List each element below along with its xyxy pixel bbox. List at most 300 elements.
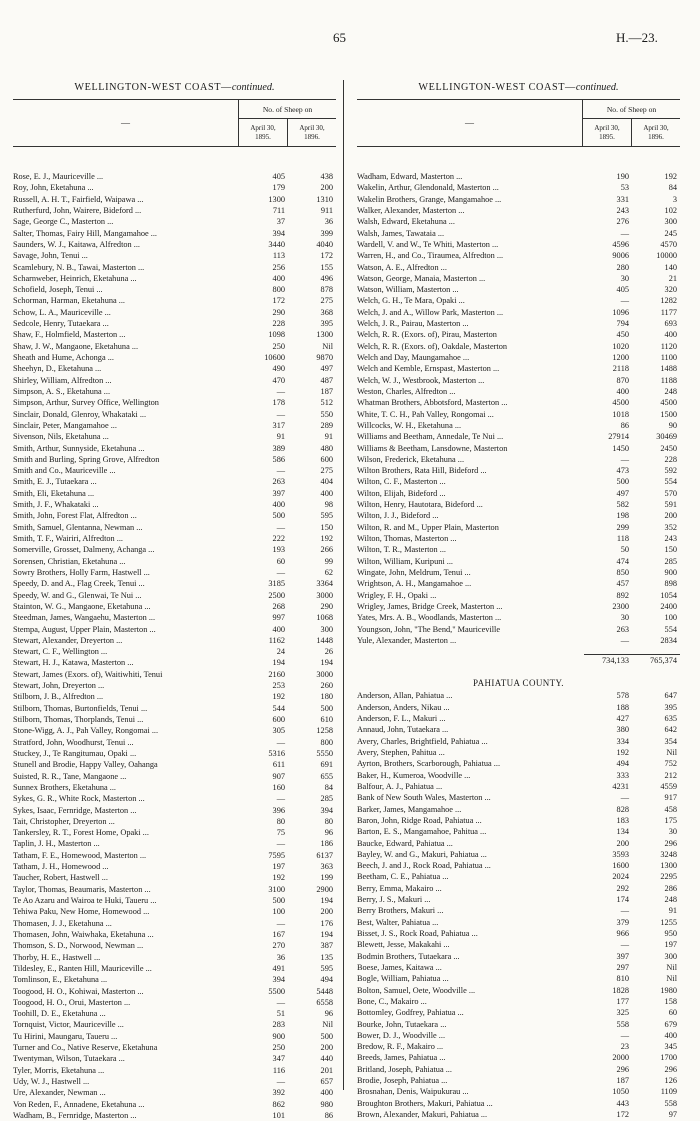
owner-name: Toogood, H. O., Kohiwai, Masterton ...: [13, 986, 144, 996]
owner-name: Sedcole, Henry, Tutaekara ...: [13, 319, 109, 329]
table-row: [357, 635, 680, 646]
owner-name: Brodie, Joseph, Pahiatua ...: [357, 1076, 448, 1086]
sheep-1895: 1600: [612, 861, 629, 871]
sheep-1896: 192: [320, 534, 333, 543]
owner-name: Wilton, R. and M., Upper Plain, Masterton: [357, 522, 499, 532]
sheep-1895: 810: [616, 974, 629, 984]
sheep-1895: 3185: [268, 579, 285, 589]
sheep-1895: 5500: [268, 986, 285, 996]
owner-name: Walsh, Edward, Eketahuna ...: [357, 217, 455, 227]
owner-name: Russell, A. H. T., Fairfield, Waipawa ...: [13, 194, 144, 204]
sheep-1896: 2295: [660, 872, 677, 882]
owner-name: Stone-Wigg, A. J., Pah Valley, Rongomai ...: [13, 726, 159, 736]
sheep-1896: 6558: [316, 997, 333, 1007]
sheep-1895: 2024: [612, 872, 629, 882]
sheep-1896: 243: [664, 534, 677, 543]
table-row: [13, 375, 336, 386]
sheep-1895: 198: [616, 511, 629, 521]
owner-name: Stilborn, J. B., Alfredton ...: [13, 692, 104, 702]
owner-name: Tait, Christopher, Dreyerton ...: [13, 816, 115, 826]
sheep-1896: 194: [320, 896, 333, 905]
sheep-1895: 37: [276, 217, 285, 227]
sheep-1896: 4559: [660, 781, 677, 791]
sheep-1896: 497: [320, 364, 333, 374]
sheep-1896: 300: [320, 624, 333, 634]
owner-name: Wilton, Thomas, Masterton ...: [357, 534, 457, 543]
owner-name: Schow, L. A., Mauriceville ...: [13, 307, 111, 317]
sheep-1895: 283: [272, 1020, 285, 1030]
owner-name: Shaw, J. W., Mangaone, Eketahuna ...: [13, 341, 139, 351]
table-row: [13, 929, 336, 940]
table-row: [13, 182, 336, 193]
table-row: [357, 431, 680, 442]
sheep-1895: 333: [616, 770, 629, 780]
sheep-1895: 172: [272, 296, 285, 306]
sheep-1896: 140: [664, 262, 677, 272]
table-row: [13, 691, 336, 702]
table-row: [357, 894, 680, 905]
sheep-1896: 228: [664, 454, 677, 464]
sheep-1896: 275: [320, 296, 333, 306]
table-row: [357, 476, 680, 487]
right-table-header: [357, 99, 680, 147]
sheep-1896: 1258: [316, 726, 333, 736]
owner-name: Anderson, Allan, Pahiatua ...: [357, 691, 453, 701]
sheep-1895: 457: [616, 579, 629, 589]
left-column-title: [13, 82, 336, 93]
table-row: [357, 838, 680, 849]
sheep-1895: 450: [616, 330, 629, 340]
owner-name: Sunnex Brothers, Eketahuna ...: [13, 782, 116, 792]
table-row: [13, 952, 336, 963]
owner-name: Rutherfurd, John, Wairere, Bideford ...: [13, 205, 142, 215]
table-row: [357, 996, 680, 1007]
owner-name: Wilton, J. J., Bideford ...: [357, 511, 439, 521]
sheep-1895: 334: [616, 736, 629, 746]
table-row: [13, 782, 336, 793]
sheep-1896: 1700: [660, 1053, 677, 1063]
sheep-1895: 250: [272, 1043, 285, 1053]
sheep-1896: 158: [664, 996, 677, 1006]
sheep-1895: 30: [620, 613, 629, 623]
sheep-1896: 150: [664, 545, 677, 555]
sheep-1896: 296: [664, 1064, 677, 1074]
owner-name: Bodmin Brothers, Tutaekara ...: [357, 951, 460, 961]
right-title-continued: continued.: [575, 82, 619, 93]
owner-name: Stratford, John, Woodhurst, Tenui ...: [13, 737, 134, 747]
owner-name: Brosnahan, Denis, Waipukurau ...: [357, 1087, 469, 1097]
sheep-1895: 2160: [268, 669, 285, 679]
sheep-1895: —: [276, 839, 285, 849]
left-title-main: WELLINGTON-WEST COAST—: [74, 82, 232, 93]
owner-name: Von Reden, F., Annadene, Eketahuna ...: [13, 1099, 145, 1109]
table-row: [357, 420, 680, 431]
sheep-1895: 494: [616, 759, 629, 769]
table-row: [357, 1075, 680, 1086]
owner-name: Stempa, August, Upper Plain, Masterton ...: [13, 624, 156, 634]
sheep-1896: 554: [664, 624, 677, 634]
sheep-1896: 657: [320, 1077, 333, 1086]
sheep-1895: 558: [616, 1019, 629, 1029]
owner-name: Udy, W. J., Hastwell ...: [13, 1077, 90, 1086]
sheep-1895: 500: [616, 477, 629, 487]
sheep-1895: 50: [620, 545, 629, 555]
table-row: [13, 906, 336, 917]
table-row: [357, 397, 680, 408]
sheep-1896: 1255: [660, 917, 677, 927]
table-row: [13, 918, 336, 929]
owner-name: Scharnweber, Heinrich, Eketahuna ...: [13, 273, 137, 283]
owner-name: Turner and Co., Native Reserve, Eketahuna: [13, 1043, 158, 1053]
table-row: [357, 250, 680, 261]
sheep-1895: 197: [272, 862, 285, 872]
sheep-1896: 260: [320, 681, 333, 691]
sheep-1895: 256: [272, 262, 285, 272]
sheep-1896: 30: [668, 827, 677, 837]
sheep-1896: 400: [664, 1030, 677, 1040]
sheep-1895: 380: [616, 725, 629, 735]
owner-name: Stainton, W. G., Mangaone, Eketahuna ...: [13, 601, 151, 611]
sheep-1895: 907: [272, 771, 285, 781]
table-row: [13, 533, 336, 544]
sheep-1895: 427: [616, 714, 629, 724]
sheep-1895: 3100: [268, 884, 285, 894]
table-row: [13, 488, 336, 499]
sheep-1895: 270: [272, 941, 285, 951]
table-row: [13, 793, 336, 804]
owner-name: Sorensen, Christian, Eketahuna ...: [13, 556, 126, 566]
owner-name: Sivenson, Nils, Eketahuna ...: [13, 432, 109, 442]
owner-name: Sage, George C., Masterton ...: [13, 217, 114, 227]
sheep-1896: 186: [320, 839, 333, 849]
sheep-1895: 91: [276, 432, 285, 442]
left-header-name-column: —: [13, 100, 239, 146]
sheep-1896: 1054: [660, 590, 677, 600]
table-row: [357, 171, 680, 182]
table-row: [13, 228, 336, 239]
owner-name: Watson, A. E., Alfredton ...: [357, 262, 447, 272]
sheep-1895: —: [276, 409, 285, 419]
sheep-1895: 30: [620, 273, 629, 283]
sheep-1895: 500: [272, 896, 285, 905]
sheep-1896: 97: [668, 1110, 677, 1119]
sheep-1895: 280: [616, 262, 629, 272]
owner-name: Warren, H., and Co., Tiraumea, Alfredton ...: [357, 251, 504, 261]
sheep-1895: 290: [272, 307, 285, 317]
owner-name: Bayley, W. and G., Makuri, Pahiatua ...: [357, 849, 487, 859]
table-row: [13, 590, 336, 601]
sheep-1895: 347: [272, 1054, 285, 1064]
table-row: [13, 646, 336, 657]
sheep-1896: 368: [320, 307, 333, 317]
table-row: [357, 295, 680, 306]
left-table-body: [13, 171, 336, 1121]
sheep-1895: —: [276, 522, 285, 532]
owner-name: Schorman, Harman, Eketahuna ...: [13, 296, 125, 306]
sheep-1896: 126: [664, 1076, 677, 1086]
table-row: [357, 770, 680, 781]
table-row: [13, 307, 336, 318]
owner-name: Taylor, Thomas, Beaumaris, Masterton ...: [13, 884, 151, 894]
sheep-1895: 4500: [612, 398, 629, 408]
total-1895: 734,133: [584, 654, 632, 665]
sheep-1896: 155: [320, 262, 333, 272]
owner-name: Beech, J. and J., Rock Road, Pahiatua ...: [357, 861, 491, 871]
table-row: [357, 556, 680, 567]
table-row: [13, 612, 336, 623]
sheep-1895: 611: [272, 760, 285, 770]
sheep-1896: 395: [320, 319, 333, 329]
table-row: [357, 1019, 680, 1030]
sheep-1896: 62: [324, 567, 333, 577]
sheep-1896: Nil: [666, 962, 677, 972]
sheep-1895: 582: [616, 500, 629, 510]
sheep-1896: 591: [664, 500, 677, 510]
right-column: [357, 82, 680, 1120]
sheep-1896: 911: [320, 205, 333, 215]
owner-name: Wingate, John, Meldrum, Tenui ...: [357, 567, 471, 577]
sheep-1895: 60: [276, 556, 285, 566]
owner-name: Watson, George, Manaia, Masterton ...: [357, 273, 486, 283]
sheep-1895: 192: [616, 748, 629, 757]
sheep-1896: 642: [664, 725, 677, 735]
sheep-1895: 23: [620, 1042, 629, 1052]
sheep-1895: —: [276, 918, 285, 928]
sheep-1896: 135: [320, 952, 333, 962]
sheep-1895: 1200: [612, 353, 629, 362]
table-row: [13, 273, 336, 284]
owner-name: Best, Walter, Pahiatua ...: [357, 917, 439, 927]
sheep-1896: 2450: [660, 443, 677, 453]
sheep-1895: 1098: [268, 330, 285, 340]
sheep-1895: 183: [616, 815, 629, 825]
right-table-body: [357, 171, 680, 1120]
table-row: [13, 465, 336, 476]
sheep-1895: 27914: [608, 432, 629, 442]
owner-name: Smith, J. F., Whakataki ...: [13, 500, 99, 510]
sheep-1896: 400: [320, 1088, 333, 1098]
owner-name: Welch, R. R. (Exors. of), Oakdale, Masterton: [357, 341, 508, 351]
table-row: [13, 725, 336, 736]
sheep-1895: 497: [616, 488, 629, 498]
owner-name: Stewart, C. F., Wellington ...: [13, 647, 108, 657]
sheep-1896: 172: [320, 251, 333, 261]
left-header-col-1896: April 30, 1896.: [287, 119, 336, 146]
sheep-1895: 2000: [612, 1053, 629, 1063]
right-title-main: WELLINGTON-WEST COAST—: [418, 82, 576, 93]
left-title-continued: continued.: [231, 82, 275, 93]
sheep-1896: 98: [324, 500, 333, 510]
total-1896: 765,374: [632, 654, 680, 665]
owner-name: Tatham, J. H., Homewood ...: [13, 862, 109, 872]
sheep-1896: 1282: [660, 296, 677, 306]
table-row: [13, 544, 336, 555]
table-row: [357, 973, 680, 984]
sheep-1895: —: [276, 737, 285, 747]
owner-name: Bourke, John, Tutaekara ...: [357, 1019, 447, 1029]
owner-name: Baucke, Edward, Pahiatua ...: [357, 838, 453, 848]
sheep-1895: 396: [272, 805, 285, 815]
sheep-1896: 800: [320, 737, 333, 747]
sheep-1895: 5316: [268, 748, 285, 758]
table-row: [357, 917, 680, 928]
owner-name: Roy, John, Eketahuna ...: [13, 183, 94, 193]
owner-name: Bisset, J. S., Rock Road, Pahiatua ...: [357, 929, 478, 938]
table-row: [13, 205, 336, 216]
sheep-1896: 917: [664, 793, 677, 803]
table-row: [357, 1086, 680, 1097]
owner-name: Twentyman, Wilson, Tutaekara ...: [13, 1054, 125, 1064]
table-row: [13, 352, 336, 363]
sheep-1895: 75: [276, 828, 285, 838]
table-row: [13, 635, 336, 646]
sheep-1895: 10600: [264, 353, 285, 362]
sheep-1896: 100: [664, 613, 677, 623]
sheep-1895: 578: [616, 691, 629, 701]
sheep-1896: 354: [664, 736, 677, 746]
sheep-1895: 187: [616, 1076, 629, 1086]
owner-name: Annaud, John, Tutaekara ...: [357, 725, 449, 735]
table-row: [13, 295, 336, 306]
table-row: [13, 1099, 336, 1110]
owner-name: Bower, D. J., Woodville ...: [357, 1030, 446, 1040]
sheep-1896: 194: [320, 929, 333, 939]
sheep-1895: 473: [616, 466, 629, 476]
table-row: [13, 363, 336, 374]
table-row: [357, 454, 680, 465]
owner-name: Berry, Emma, Makairo ...: [357, 883, 442, 893]
owner-name: Stunell and Brodie, Happy Valley, Oahanga: [13, 760, 158, 770]
sheep-1895: 4596: [612, 239, 629, 249]
sheep-1895: 394: [272, 228, 285, 238]
table-row: [13, 669, 336, 680]
sheep-1896: 1188: [660, 375, 677, 385]
owner-name: Balfour, A. J., Pahiatua ...: [357, 781, 443, 791]
sheep-1896: 1068: [316, 613, 333, 623]
sheep-1896: 9870: [316, 353, 333, 362]
sheep-1896: 200: [664, 511, 677, 521]
sheep-1895: 491: [272, 963, 285, 973]
sheep-1895: 397: [272, 488, 285, 498]
sheep-1895: 900: [272, 1031, 285, 1041]
owner-name: Wadham, Edward, Masterton ...: [357, 172, 463, 181]
owner-name: Bogle, William, Pahiatua ...: [357, 974, 449, 984]
table-row: [357, 205, 680, 216]
table-row: [13, 329, 336, 340]
sheep-1895: 192: [272, 873, 285, 883]
table-row: [357, 601, 680, 612]
owner-name: Bone, C., Makairo ...: [357, 996, 427, 1006]
table-row: [357, 826, 680, 837]
owner-name: Wrightson, A. H., Mangamahoe ...: [357, 579, 472, 589]
sheep-1896: 192: [664, 172, 677, 181]
sheep-1895: 3440: [268, 239, 285, 249]
owner-name: Avery, Charles, Brightfield, Pahiatua ...: [357, 736, 488, 746]
totals-row: [357, 654, 680, 665]
sheep-1896: 91: [324, 432, 333, 442]
sheep-1896: 1120: [660, 341, 677, 351]
right-header-group-label: No. of Sheep on: [583, 100, 680, 119]
sheep-1896: 1109: [660, 1087, 677, 1097]
sheep-1896: 4040: [316, 239, 333, 249]
sheep-1896: 248: [664, 386, 677, 396]
table-row: [13, 827, 336, 838]
sheep-1896: 480: [320, 443, 333, 453]
sheep-1895: 200: [616, 838, 629, 848]
owner-name: Tomlinson, E., Eketahuna ...: [13, 975, 108, 985]
table-row: [357, 962, 680, 973]
sheep-1895: 100: [272, 907, 285, 917]
left-header-sheep-group: [239, 100, 336, 146]
table-row: [357, 1007, 680, 1018]
owner-name: Simpson, A. S., Eketahuna ...: [13, 386, 111, 396]
owner-name: Somerville, Grosset, Dalmeny, Achanga ...: [13, 545, 155, 555]
sheep-1896: 1980: [660, 985, 677, 995]
sheep-1895: 997: [272, 613, 285, 623]
table-row: [13, 476, 336, 487]
sheep-1895: —: [276, 1077, 285, 1086]
sheep-1895: —: [620, 906, 629, 916]
sheep-1895: 3593: [612, 849, 629, 859]
table-row: [13, 850, 336, 861]
sheep-1895: 250: [272, 341, 285, 351]
sheep-1895: 177: [616, 996, 629, 1006]
sheep-1896: 404: [320, 477, 333, 487]
owner-name: Smith, John, Forest Flat, Alfredton ...: [13, 511, 137, 521]
sheep-1895: 299: [616, 522, 629, 532]
owner-name: Stilborn, Thomas, Burtonfields, Tenui ...: [13, 703, 148, 713]
sheep-1896: 610: [320, 715, 333, 724]
sheep-1895: 405: [616, 285, 629, 295]
sheep-1896: 635: [664, 714, 677, 724]
sheep-1896: 438: [320, 172, 333, 181]
right-header-sheep-group: [583, 100, 680, 146]
sheep-1895: 800: [272, 285, 285, 295]
sheep-1896: 96: [324, 1009, 333, 1019]
sheep-1895: 400: [272, 273, 285, 283]
table-row: [357, 1098, 680, 1109]
document-reference: H.—23.: [616, 30, 658, 45]
table-row: [357, 443, 680, 454]
owner-name: Walsh, James, Tawataia ...: [357, 228, 445, 238]
sheep-1895: 276: [616, 217, 629, 227]
owner-name: Watson, William, Masterton ...: [357, 285, 459, 295]
table-row: [357, 1064, 680, 1075]
owner-name: Thomson, S. D., Norwood, Newman ...: [13, 941, 144, 951]
sheep-1896: 1488: [660, 364, 677, 374]
sheep-1895: 4231: [612, 781, 629, 791]
owner-name: Tyler, Morris, Eketahuna ...: [13, 1065, 105, 1075]
sheep-1896: 496: [320, 273, 333, 283]
left-table-header: [13, 99, 336, 147]
sheep-1895: 892: [616, 590, 629, 600]
table-row: [357, 318, 680, 329]
sheep-1895: 160: [272, 782, 285, 792]
owner-name: Tatham, F. E., Homewood, Masterton ...: [13, 850, 147, 860]
owner-name: Taplin, J. H., Masterton ...: [13, 839, 100, 849]
sheep-1895: 80: [276, 816, 285, 826]
sheep-1895: 228: [272, 319, 285, 329]
sheep-1896: 592: [664, 466, 677, 476]
table-row: [357, 510, 680, 521]
sheep-1896: 1310: [316, 194, 333, 204]
owner-name: Smith, Samuel, Glentanna, Newman ...: [13, 522, 143, 532]
sheep-1895: 600: [272, 715, 285, 724]
table-row: [13, 680, 336, 691]
sheep-1896: 86: [324, 1110, 333, 1120]
sheep-1896: 898: [664, 579, 677, 589]
owner-name: Stewart, H. J., Katawa, Masterton ...: [13, 658, 134, 668]
